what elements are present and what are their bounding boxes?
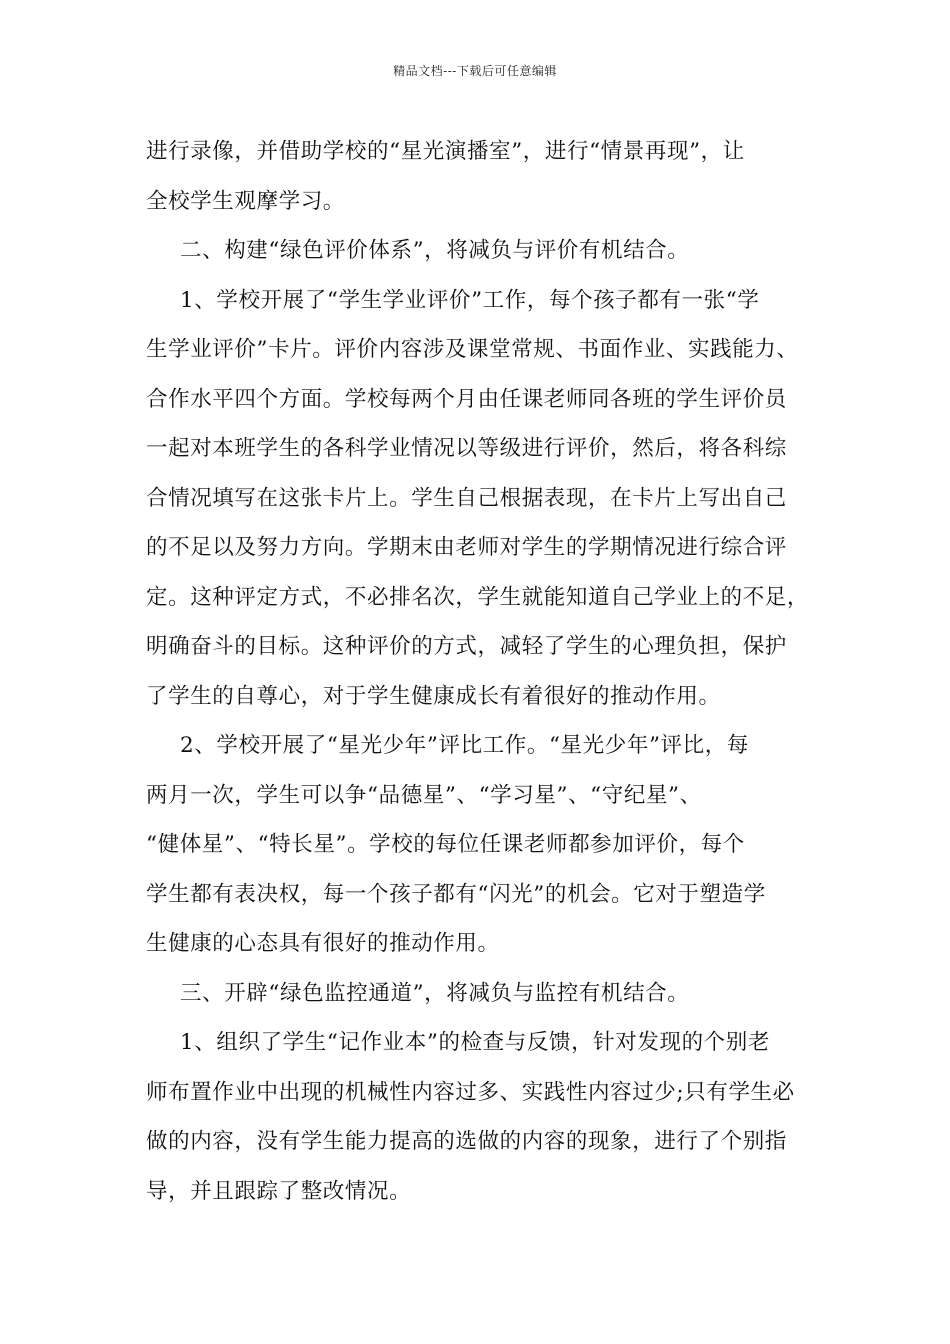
text-line: 全校学生观摩学习。 bbox=[146, 188, 345, 214]
text-line: 了学生的自尊心，对于学生健康成长有着很好的推动作用。 bbox=[146, 683, 721, 709]
section-heading: 二、构建“绿色评价体系”，将减负与评价有机结合。 bbox=[180, 238, 690, 263]
text-line: 师布置作业中出现的机械性内容过多、实践性内容过少;只有学生必 bbox=[146, 1079, 795, 1105]
text-line: 定。这种评定方式，不必排名次，学生就能知道自己学业上的不足， bbox=[146, 584, 810, 610]
text-line: 两月一次，学生可以争“品德星”、“学习星”、“守纪星”、 bbox=[146, 782, 702, 808]
text-line: 的不足以及努力方向。学期末由老师对学生的学期情况进行综合评 bbox=[146, 535, 787, 560]
document-body bbox=[146, 132, 816, 1221]
text-line: 2、学校开展了“星光少年”评比工作。“星光少年”评比，每 bbox=[180, 733, 749, 758]
text-line: 生学业评价”卡片。评价内容涉及课堂常规、书面作业、实践能力、 bbox=[146, 337, 799, 362]
text-line: 1、学校开展了“学生学业评价”工作，每个孩子都有一张“学 bbox=[180, 287, 760, 313]
text-line: 生健康的心态具有很好的推动作用。 bbox=[146, 931, 500, 956]
text-line: 进行录像，并借助学校的“星光演播室”，进行“情景再现”，让 bbox=[146, 139, 745, 164]
text-line: 合情况填写在这张卡片上。学生自己根据表现，在卡片上写出自己 bbox=[146, 485, 787, 511]
text-line: 一起对本班学生的各科学业情况以等级进行评价，然后，将各科综 bbox=[146, 436, 787, 461]
page-header: 精品文档---下载后可任意编辑 bbox=[393, 64, 557, 78]
section-heading: 三、开辟“绿色监控通道”，将减负与监控有机结合。 bbox=[180, 980, 690, 1006]
text-line: 做的内容，没有学生能力提高的选做的内容的现象，进行了个别指 bbox=[146, 1129, 787, 1154]
text-line: 合作水平四个方面。学校每两个月由任课老师同各班的学生评价员 bbox=[146, 386, 787, 412]
text-line: 导，并且跟踪了整改情况。 bbox=[146, 1178, 412, 1204]
text-line: 学生都有表决权，每一个孩子都有“闪光”的机会。它对于塑造学 bbox=[146, 881, 766, 907]
text-line: 1、组织了学生“记作业本”的检查与反馈，针对发现的个别老 bbox=[180, 1030, 770, 1055]
text-line: 明确奋斗的目标。这种评价的方式，减轻了学生的心理负担，保护 bbox=[146, 634, 787, 659]
text-line: “健体星”、“特长星”。学校的每位任课老师都参加评价，每个 bbox=[146, 832, 745, 857]
